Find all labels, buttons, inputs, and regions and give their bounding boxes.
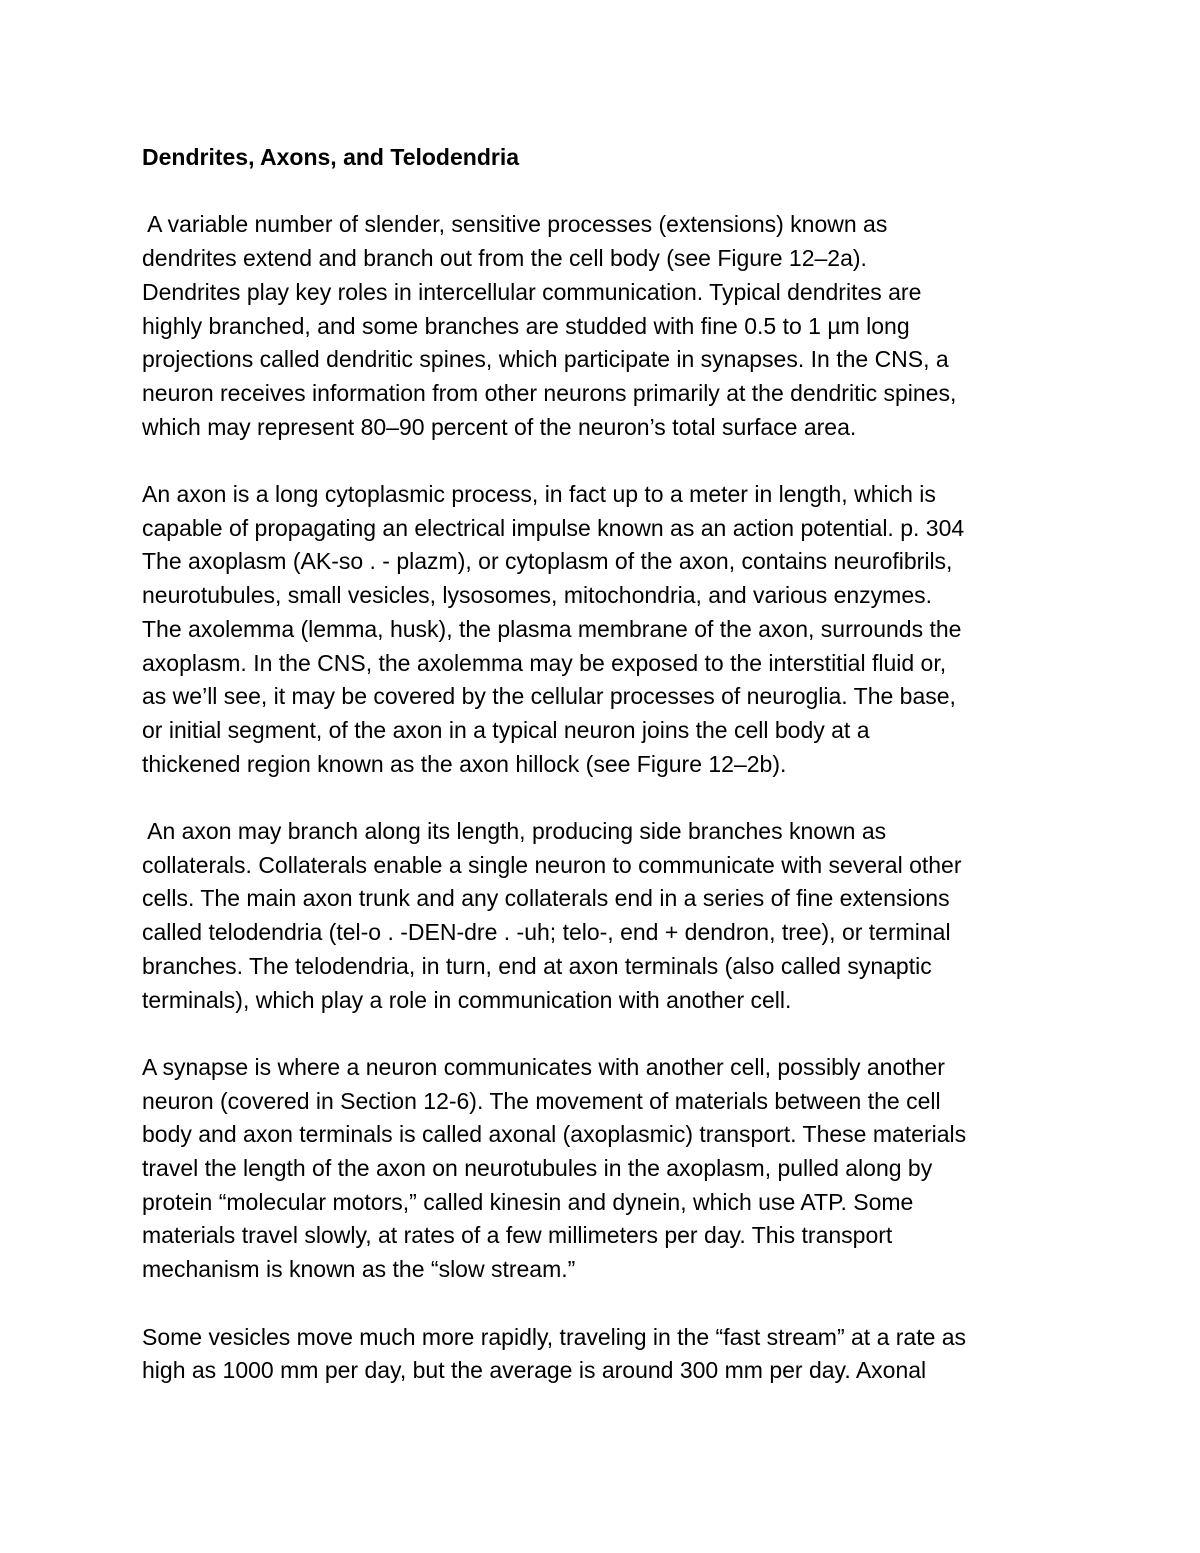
text-line: cells. The main axon trunk and any collaterals end in a series of fine extensions [142,885,950,912]
text-line: projections called dendritic spines, which participate in synapses. In the CNS, a [142,346,949,373]
text-line: Some vesicles move much more rapidly, traveling in the “fast stream” at a rate as [142,1323,967,1350]
text-line: thickened region known as the axon hillock (see Figure 12–2b). [142,750,787,777]
text-line: An axon may branch along its length, producing side branches known as [142,818,887,845]
text-line: travel the length of the axon on neurotubules in the axoplasm, pulled along by [142,1155,933,1182]
paragraph [142,478,1072,781]
paragraph [142,815,1072,1017]
text-line: which may represent 80–90 percent of the neuron’s total surface area. [142,413,857,440]
text-line: body and axon terminals is called axonal (axoplasmic) transport. These materials [142,1121,967,1148]
text-line: materials travel slowly, at rates of a few millimeters per day. This transport [142,1222,893,1249]
text-line: as we’ll see, it may be covered by the cellular processes of neuroglia. The base, [142,683,956,710]
text-line: capable of propagating an electrical impulse known as an action potential. p. 304 [142,514,965,541]
text-line: branches. The telodendria, in turn, end at axon terminals (also called synaptic [142,952,932,979]
text-line: A variable number of slender, sensitive processes (extensions) known as [142,211,888,238]
text-line: high as 1000 mm per day, but the average is around 300 mm per day. Axonal [142,1357,927,1384]
text-line: Dendrites play key roles in intercellular communication. Typical dendrites are [142,278,922,305]
text-line: neuron receives information from other neurons primarily at the dendritic spines, [142,379,957,406]
text-line: dendrites extend and branch out from the cell body (see Figure 12–2a). [142,245,867,272]
text-line: highly branched, and some branches are studded with fine 0.5 to 1 µm long [142,312,910,339]
text-line: A synapse is where a neuron communicates with another cell, possibly another [142,1053,945,1080]
paragraph-list [142,208,1072,1388]
paragraph [142,1321,1072,1388]
text-line: The axoplasm (AK-so . - plazm), or cytoplasm of the axon, contains neurofibrils, [142,548,953,575]
text-line: neurotubules, small vesicles, lysosomes, mitochondria, and various enzymes. [142,582,933,609]
text-line: collaterals. Collaterals enable a single neuron to communicate with several other [142,851,962,878]
text-line: terminals), which play a role in communication with another cell. [142,986,792,1013]
text-line: The axolemma (lemma, husk), the plasma membrane of the axon, surrounds the [142,615,962,642]
text-line: protein “molecular motors,” called kinesin and dynein, which use ATP. Some [142,1188,914,1215]
paragraph [142,208,1072,444]
text-line: or initial segment, of the axon in a typical neuron joins the cell body at a [142,716,870,743]
text-line: mechanism is known as the “slow stream.” [142,1256,576,1283]
text-line: axoplasm. In the CNS, the axolemma may be exposed to the interstitial fluid or, [142,649,947,676]
document-title: Dendrites, Axons, and Telodendria [142,144,520,170]
text-line: An axon is a long cytoplasmic process, in fact up to a meter in length, which is [142,481,936,507]
text-line: called telodendria (tel-o . -DEN-dre . -uh; telo-, end + dendron, tree), or terminal [142,919,951,946]
text-line: neuron (covered in Section 12-6). The movement of materials between the cell [142,1087,941,1114]
paragraph [142,1051,1072,1287]
document-body [142,141,1072,1422]
